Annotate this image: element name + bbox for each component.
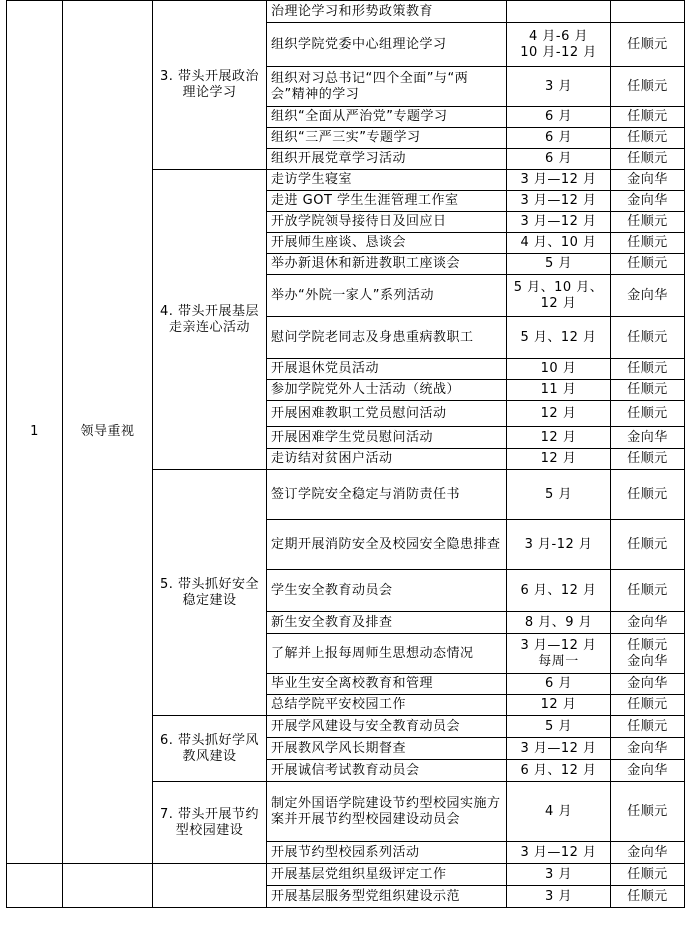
item-time-cell: 11 月 xyxy=(507,380,611,401)
item-person-cell: 任顺元 xyxy=(611,401,685,427)
section-title-cell: 7. 带头开展节约型校园建设 xyxy=(153,782,267,864)
section-title-cell: 6. 带头抓好学风教风建设 xyxy=(153,716,267,782)
item-person-cell: 任顺元 金向华 xyxy=(611,634,685,674)
item-content-cell: 组织对习总书记“四个全面”与“两会”精神的学习 xyxy=(267,67,507,107)
item-content-cell: 组织“三严三实”专题学习 xyxy=(267,128,507,149)
item-time-cell: 3 月 xyxy=(507,886,611,908)
item-time-cell: 6 月 xyxy=(507,149,611,170)
item-person-cell: 任顺元 xyxy=(611,254,685,275)
item-content-cell: 开展学风建设与安全教育动员会 xyxy=(267,716,507,738)
item-content-cell: 开展基层党组织星级评定工作 xyxy=(267,864,507,886)
item-content-cell: 举办“外院一家人”系列活动 xyxy=(267,275,507,317)
item-content-cell: 走进 GOT 学生生涯管理工作室 xyxy=(267,191,507,212)
item-content-cell: 了解并上报每周师生思想动态情况 xyxy=(267,634,507,674)
item-person-cell: 任顺元 xyxy=(611,67,685,107)
item-person-cell: 任顺元 xyxy=(611,716,685,738)
item-person-cell: 任顺元 xyxy=(611,23,685,67)
item-person-cell: 任顺元 xyxy=(611,449,685,470)
section-title-cell: 4. 带头开展基层走亲连心活动 xyxy=(153,170,267,470)
item-person-cell: 金向华 xyxy=(611,760,685,782)
item-time-cell: 6 月、12 月 xyxy=(507,760,611,782)
category-cell-empty xyxy=(63,864,153,908)
item-person-cell: 任顺元 xyxy=(611,864,685,886)
item-content-cell: 开展退休党员活动 xyxy=(267,359,507,380)
item-time-cell: 8 月、9 月 xyxy=(507,612,611,634)
index-cell: 1 xyxy=(7,1,63,864)
item-time-cell: 3 月 xyxy=(507,864,611,886)
table-row xyxy=(7,864,685,886)
item-time-cell: 3 月 xyxy=(507,67,611,107)
item-content-cell: 走访学生寝室 xyxy=(267,170,507,191)
item-person-cell: 金向华 xyxy=(611,674,685,695)
item-content-cell: 总结学院平安校园工作 xyxy=(267,695,507,716)
item-content-cell: 走访结对贫困户活动 xyxy=(267,449,507,470)
item-content-cell: 开展诚信考试教育动员会 xyxy=(267,760,507,782)
item-time-cell: 12 月 xyxy=(507,427,611,449)
item-content-cell: 开展困难教职工党员慰问活动 xyxy=(267,401,507,427)
item-time-cell: 3 月-12 月 xyxy=(507,520,611,570)
item-content-cell: 签订学院安全稳定与消防责任书 xyxy=(267,470,507,520)
item-time-cell: 6 月 xyxy=(507,674,611,695)
item-content-cell: 制定外国语学院建设节约型校园实施方案并开展节约型校园建设动员会 xyxy=(267,782,507,842)
item-time-cell: 3 月—12 月 xyxy=(507,738,611,760)
item-time-cell: 5 月 xyxy=(507,470,611,520)
item-content-cell: 定期开展消防安全及校园安全隐患排查 xyxy=(267,520,507,570)
document-table xyxy=(6,0,684,929)
item-time-cell: 12 月 xyxy=(507,401,611,427)
item-person-cell: 任顺元 xyxy=(611,317,685,359)
item-time-cell: 6 月、12 月 xyxy=(507,570,611,612)
item-content-cell: 开展教风学风长期督查 xyxy=(267,738,507,760)
item-content-cell: 参加学院党外人士活动（统战） xyxy=(267,380,507,401)
item-person-cell: 金向华 xyxy=(611,612,685,634)
work-plan-table xyxy=(6,0,685,908)
item-content-cell: 开展基层服务型党组织建设示范 xyxy=(267,886,507,908)
item-person-cell: 金向华 xyxy=(611,275,685,317)
item-time-cell: 4 月 xyxy=(507,782,611,842)
item-content-cell: 组织“全面从严治党”专题学习 xyxy=(267,107,507,128)
item-time-cell: 3 月—12 月 xyxy=(507,212,611,233)
item-person-cell: 金向华 xyxy=(611,191,685,212)
item-time-cell: 4 月-6 月 10 月-12 月 xyxy=(507,23,611,67)
item-time-cell: 5 月 xyxy=(507,254,611,275)
item-person-cell xyxy=(611,1,685,23)
item-content-cell: 开展困难学生党员慰问活动 xyxy=(267,427,507,449)
item-content-cell: 新生安全教育及排查 xyxy=(267,612,507,634)
item-time-cell: 3 月—12 月 xyxy=(507,191,611,212)
item-person-cell: 金向华 xyxy=(611,427,685,449)
item-time-cell: 4 月、10 月 xyxy=(507,233,611,254)
item-person-cell: 任顺元 xyxy=(611,520,685,570)
item-person-cell: 金向华 xyxy=(611,738,685,760)
item-person-cell: 任顺元 xyxy=(611,695,685,716)
item-person-cell: 金向华 xyxy=(611,170,685,191)
item-time-cell: 10 月 xyxy=(507,359,611,380)
item-person-cell: 任顺元 xyxy=(611,380,685,401)
item-person-cell: 任顺元 xyxy=(611,470,685,520)
item-time-cell: 6 月 xyxy=(507,128,611,149)
item-content-cell: 学生安全教育动员会 xyxy=(267,570,507,612)
table-row xyxy=(7,1,685,23)
item-content-cell: 组织学院党委中心组理论学习 xyxy=(267,23,507,67)
item-content-cell: 组织开展党章学习活动 xyxy=(267,149,507,170)
section-title-cell-empty xyxy=(153,864,267,908)
table-body xyxy=(7,1,685,908)
item-person-cell: 任顺元 xyxy=(611,570,685,612)
category-cell: 领导重视 xyxy=(63,1,153,864)
item-content-cell: 举办新退休和新进教职工座谈会 xyxy=(267,254,507,275)
item-content-cell: 慰问学院老同志及身患重病教职工 xyxy=(267,317,507,359)
item-content-cell: 开放学院领导接待日及回应日 xyxy=(267,212,507,233)
item-time-cell: 3 月—12 月 xyxy=(507,170,611,191)
item-person-cell: 任顺元 xyxy=(611,233,685,254)
item-person-cell: 任顺元 xyxy=(611,212,685,233)
item-time-cell: 3 月—12 月 每周一 xyxy=(507,634,611,674)
item-time-cell: 5 月、12 月 xyxy=(507,317,611,359)
item-person-cell: 任顺元 xyxy=(611,782,685,842)
item-content-cell: 治理论学习和形势政策教育 xyxy=(267,1,507,23)
item-time-cell: 6 月 xyxy=(507,107,611,128)
item-time-cell: 5 月、10 月、 12 月 xyxy=(507,275,611,317)
item-person-cell: 任顺元 xyxy=(611,886,685,908)
section-title-cell: 3. 带头开展政治理论学习 xyxy=(153,1,267,170)
section-title-cell: 5. 带头抓好安全稳定建设 xyxy=(153,470,267,716)
item-time-cell: 5 月 xyxy=(507,716,611,738)
item-time-cell: 3 月—12 月 xyxy=(507,842,611,864)
item-time-cell xyxy=(507,1,611,23)
item-time-cell: 12 月 xyxy=(507,449,611,470)
item-time-cell: 12 月 xyxy=(507,695,611,716)
item-person-cell: 任顺元 xyxy=(611,149,685,170)
item-content-cell: 开展师生座谈、恳谈会 xyxy=(267,233,507,254)
item-person-cell: 金向华 xyxy=(611,842,685,864)
item-person-cell: 任顺元 xyxy=(611,359,685,380)
item-person-cell: 任顺元 xyxy=(611,128,685,149)
item-content-cell: 开展节约型校园系列活动 xyxy=(267,842,507,864)
index-cell-empty xyxy=(7,864,63,908)
item-person-cell: 任顺元 xyxy=(611,107,685,128)
item-content-cell: 毕业生安全离校教育和管理 xyxy=(267,674,507,695)
